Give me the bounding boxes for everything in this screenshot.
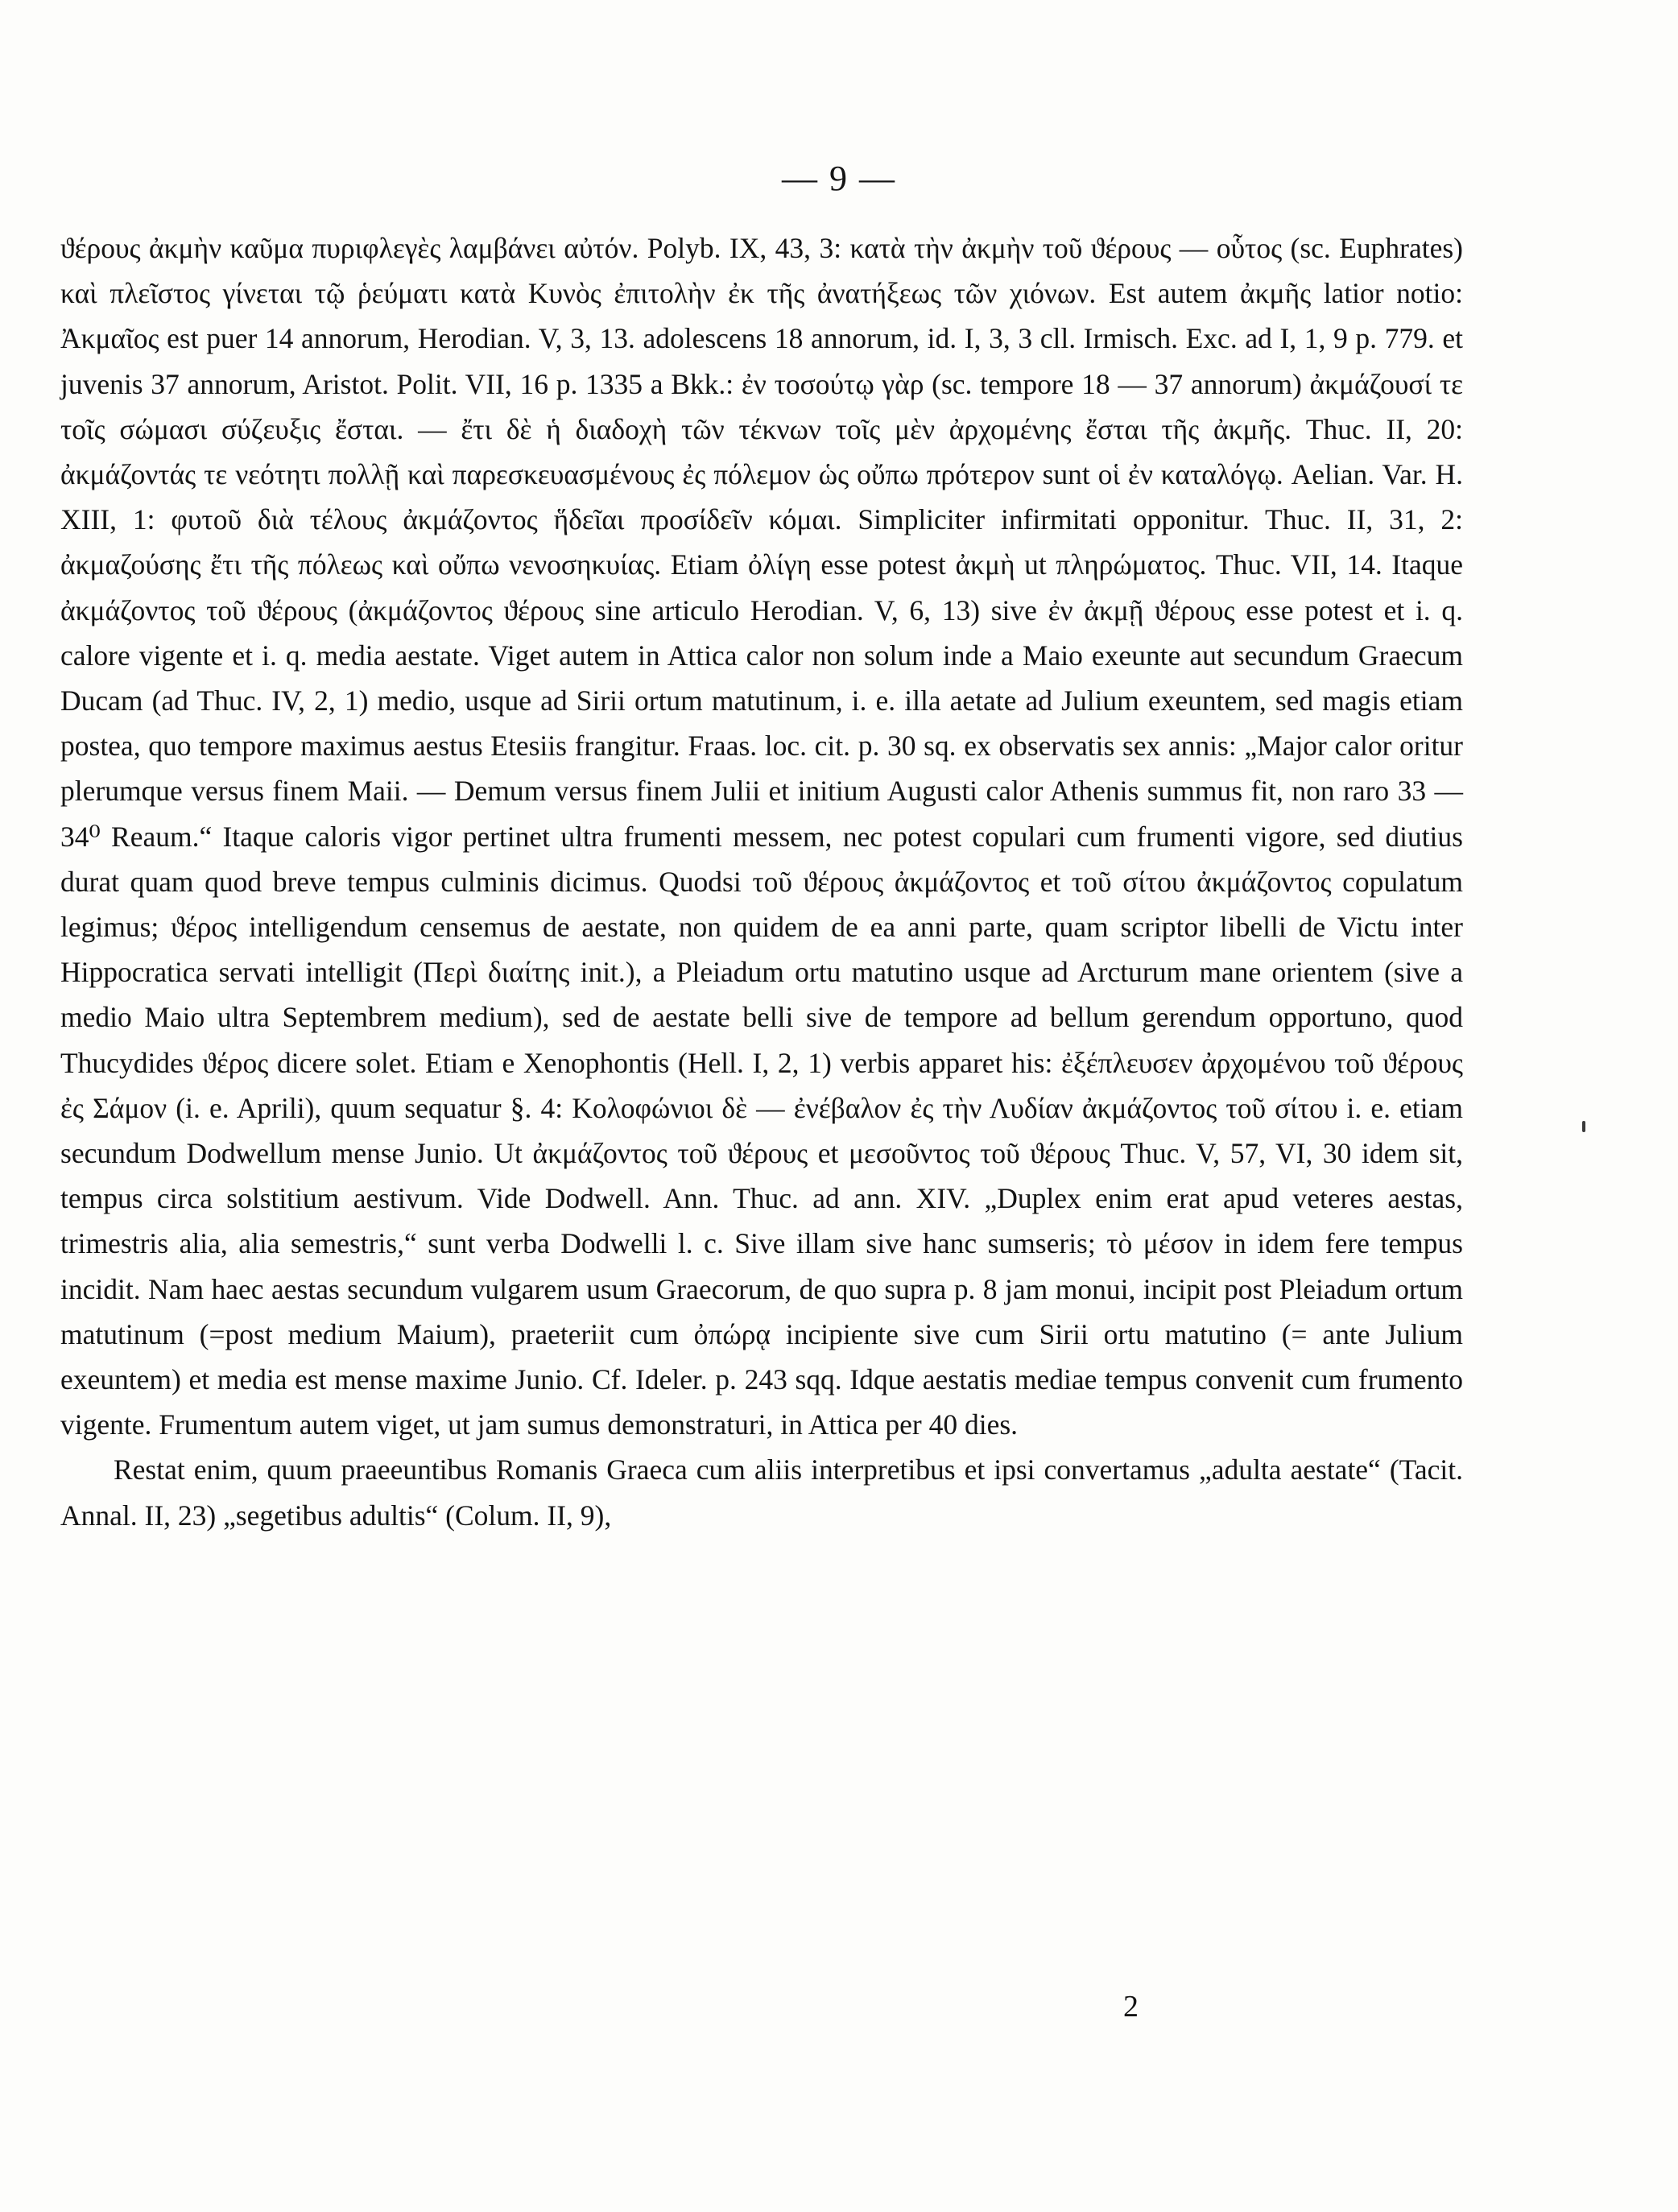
paragraph-2: Restat enim, quum praeeuntibus Romanis Graeca cum aliis interpretibus et ipsi convertamus „adulta aestate“ (Tacit. Annal. II, 23) „segetibus adultis“ (Colum. II, 9), bbox=[60, 1453, 1463, 1532]
body-text bbox=[60, 225, 1463, 1538]
page-number: — 9 — bbox=[782, 159, 896, 198]
signature-mark: 2 bbox=[1123, 1990, 1139, 2024]
scan-speck bbox=[1582, 1121, 1585, 1132]
paragraph-1: ϑέρους ἀκμὴν καῦμα πυριφλεγὲς λαμβάνει αὐτόν. Polyb. IX, 43, 3: κατὰ τὴν ἀκμὴν τοῦ ϑέρους — οὗτος (sc. Euphrates) καὶ πλεῖστος γίνεται τῷ ῥεύματι κατὰ Κυνὸς ἐπιτολὴν ἐκ τῆς ἀνατήξεως τῶν χιόνων. Est autem ἀκμῆς latior notio: Ἀκμαῖος est puer 14 annorum, Herodian. V, 3, 13. adolescens 18 annorum, id. I, 3, 3 cll. Irmisch. Exc. ad I, 1, 9 p. 779. et juvenis 37 annorum, Aristot. Polit. VII, 16 p. 1335 a Bkk.: ἐν τοσούτῳ γὰρ (sc. tempore 18 — 37 annorum) ἀκμάζουσί τε τοῖς σώμασι σύζευξις ἔσται. — ἔτι δὲ ἡ διαδοχὴ τῶν τέκνων τοῖς μὲν ἀρχομένης ἔσται τῆς ἀκμῆς. Thuc. II, 20: ἀκμάζοντάς τε νεότητι πολλῇ καὶ παρεσκευασμένους ἐς πόλεμον ὡς οὔπω πρότερον sunt οἱ ἐν καταλόγῳ. Aelian. Var. H. XIII, 1: φυτοῦ διὰ τέλους ἀκμάζοντος ἥδεῖαι προσίδεῖν κόμαι. Simpliciter infirmitati opponitur. Thuc. II, 31, 2: ἀκμαζούσης ἔτι τῆς πόλεως καὶ οὔπω νενοσηκυίας. Etiam ὀλίγη esse potest ἀκμὴ ut πληρώματος. Thuc. VII, 14. Itaque ἀκμάζοντος τοῦ ϑέρους (ἀκμάζοντος ϑέρους sine articulo Herodian. V, 6, 13) sive ἐν ἀκμῇ ϑέρους esse potest et i. q. calore vigente et i. q. media aestate. Viget autem in Attica calor non solum inde a Maio exeunte aut secundum Graecum Ducam (ad Thuc. IV, 2, 1) medio, usque ad Sirii ortum matutinum, i. e. illa aetate ad Julium exeuntem, sed magis etiam postea, quo tempore maximus aestus Etesiis frangitur. Fraas. loc. cit. p. 30 sq. ex observatis sex annis: „Major calor oritur plerumque versus finem Maii. — Demum versus finem Julii et initium Augusti calor Athenis summus fit, non raro 33 — 34⁰ Reaum.“ Itaque caloris vigor pertinet ultra frumenti messem, nec potest copulari cum frumenti vigore, sed diutius durat quam quod breve tempus culminis dicimus. Quodsi τοῦ ϑέρους ἀκμάζοντος et τοῦ σίτου ἀκμάζοντος copulatum legimus; ϑέρος intelligendum censemus de aestate, non quidem de ea anni parte, quam scriptor libelli de Victu inter Hippocratica servati intelligit (Περὶ διαίτης init.), a Pleiadum ortu matutino usque ad Arcturum mane orientem (sive a medio Maio ultra Septembrem medium), sed de aestate belli sive de tempore ad bellum gerendum opportuno, quod Thucydides ϑέρος dicere solet. Etiam e Xenophontis (Hell. I, 2, 1) verbis apparet his: ἐξέπλευσεν ἀρχομένου τοῦ ϑέρους ἐς Σάμον (i. e. Aprili), quum sequatur §. 4: Κολοφώνιοι δὲ — ἐνέβαλον ἐς τὴν Λυδίαν ἀκμάζοντος τοῦ σίτου i. e. etiam secundum Dodwellum mense Junio. Ut ἀκμάζοντος τοῦ ϑέρους et μεσοῦντος τοῦ ϑέρους Thuc. V, 57, VI, 30 idem sit, tempus circa solstitium aestivum. Vide Dodwell. Ann. Thuc. ad ann. XIV. „Duplex enim erat apud veteres aestas, trimestris alia, alia semestris,“ sunt verba Dodwelli l. c. Sive illam sive hanc sumseris; τὸ μέσον in idem fere tempus incidit. Nam haec aestas secundum vulgarem usum Graecorum, de quo supra p. 8 jam monui, incipit post Pleiadum ortum matutinum (=post medium Maium), praeteriit cum ὀπώρᾳ incipiente sive cum Sirii ortu matutino (= ante Julium exeuntem) et media est mense maxime Junio. Cf. Ideler. p. 243 sqq. Idque aestatis mediae tempus convenit cum frumento vigente. Frumentum autem viget, ut jam sumus demonstraturi, in Attica per 40 dies. bbox=[60, 232, 1463, 1441]
